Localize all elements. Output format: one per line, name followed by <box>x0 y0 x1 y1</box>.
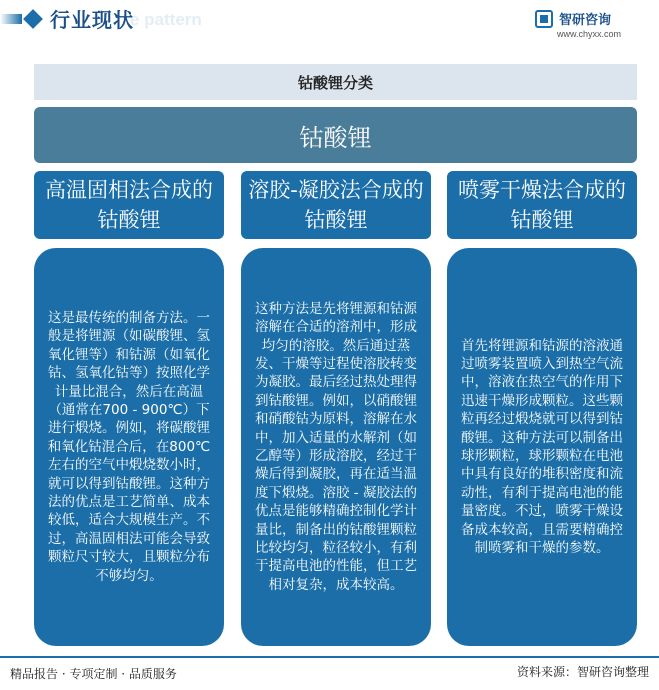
header-accent-bar <box>0 14 22 24</box>
diamond-icon <box>23 9 43 29</box>
column-heading-sol-gel: 溶胶-凝胶法合成的钴酸锂 <box>241 171 431 239</box>
column-heading-solid-state: 高温固相法合成的钴酸锂 <box>34 171 224 239</box>
column-body-text: 这是最传统的制备方法。一般是将锂源（如碳酸锂、氢氧化锂等）和钴源（如氧化钴、氢氧化钴等）按照化学计量比混合，然后在高温（通常在700 - 900℃）下进行煅烧。例如，将碳酸锂和氧化钴混合后，在800℃左右的空气中煅烧数小时，就可以得到钴酸锂。这种方法的优点是工艺简单、成本较低，适合大规模生产。不过，高温固相法可能会导致颗粒尺寸较大，且颗粒分布不够均匀。 <box>47 309 211 584</box>
logo-icon <box>535 10 553 28</box>
footer-divider <box>0 656 659 658</box>
brand-logo <box>535 8 645 44</box>
diagram-title: 钴酸锂分类 <box>34 64 637 100</box>
logo-name: 智研咨询 <box>559 13 612 28</box>
footer-slogan: 精品报告 · 专项定制 · 品质服务 <box>10 667 177 681</box>
column-body-text: 这种方法是先将锂源和钴源溶解在合适的溶剂中，形成均匀的溶胶。然后通过蒸发、干燥等过程使溶胶转变为凝胶。最后经过热处理得到钴酸锂。例如，以硝酸锂和硝酸钴为原料，溶解在水中，加入适量的水解剂（如乙醇等）形成溶胶，经过干燥后得到凝胶，再在适当温度下煅烧。溶胶 - 凝胶法的优点是能够精确控制化学计量比，制备出的钴酸锂颗粒比较均匀，粒径较小，有利于提高电池的性能，但工艺相对复杂，成本较高。 <box>255 300 417 593</box>
diagram-root-node: 钴酸锂 <box>34 107 637 163</box>
header-watermark: e pattern <box>130 10 202 29</box>
column-heading-spray-drying: 喷雾干燥法合成的钴酸锂 <box>447 171 637 239</box>
footer-source: 资料来源：智研咨询整理 <box>516 665 649 679</box>
logo-url: www.chyxx.com <box>557 29 622 39</box>
column-body-solid-state <box>34 248 224 646</box>
column-body-text: 首先将锂源和钴源的溶液通过喷雾装置喷入到热空气流中，溶液在热空气的作用下迅速干燥形成颗粒。这些颗粒再经过煅烧就可以得到钴酸锂。这种方法可以制备出球形颗粒，球形颗粒在电池中具有良好的堆积密度和流动性，有利于提高电池的能量密度。不过，喷雾干燥设备成本较高，且需要精确控制喷雾和干燥的参数。 <box>461 337 623 557</box>
page-title: 行业现状 <box>50 8 134 32</box>
column-body-spray-drying <box>447 248 637 646</box>
column-body-sol-gel <box>241 248 431 646</box>
